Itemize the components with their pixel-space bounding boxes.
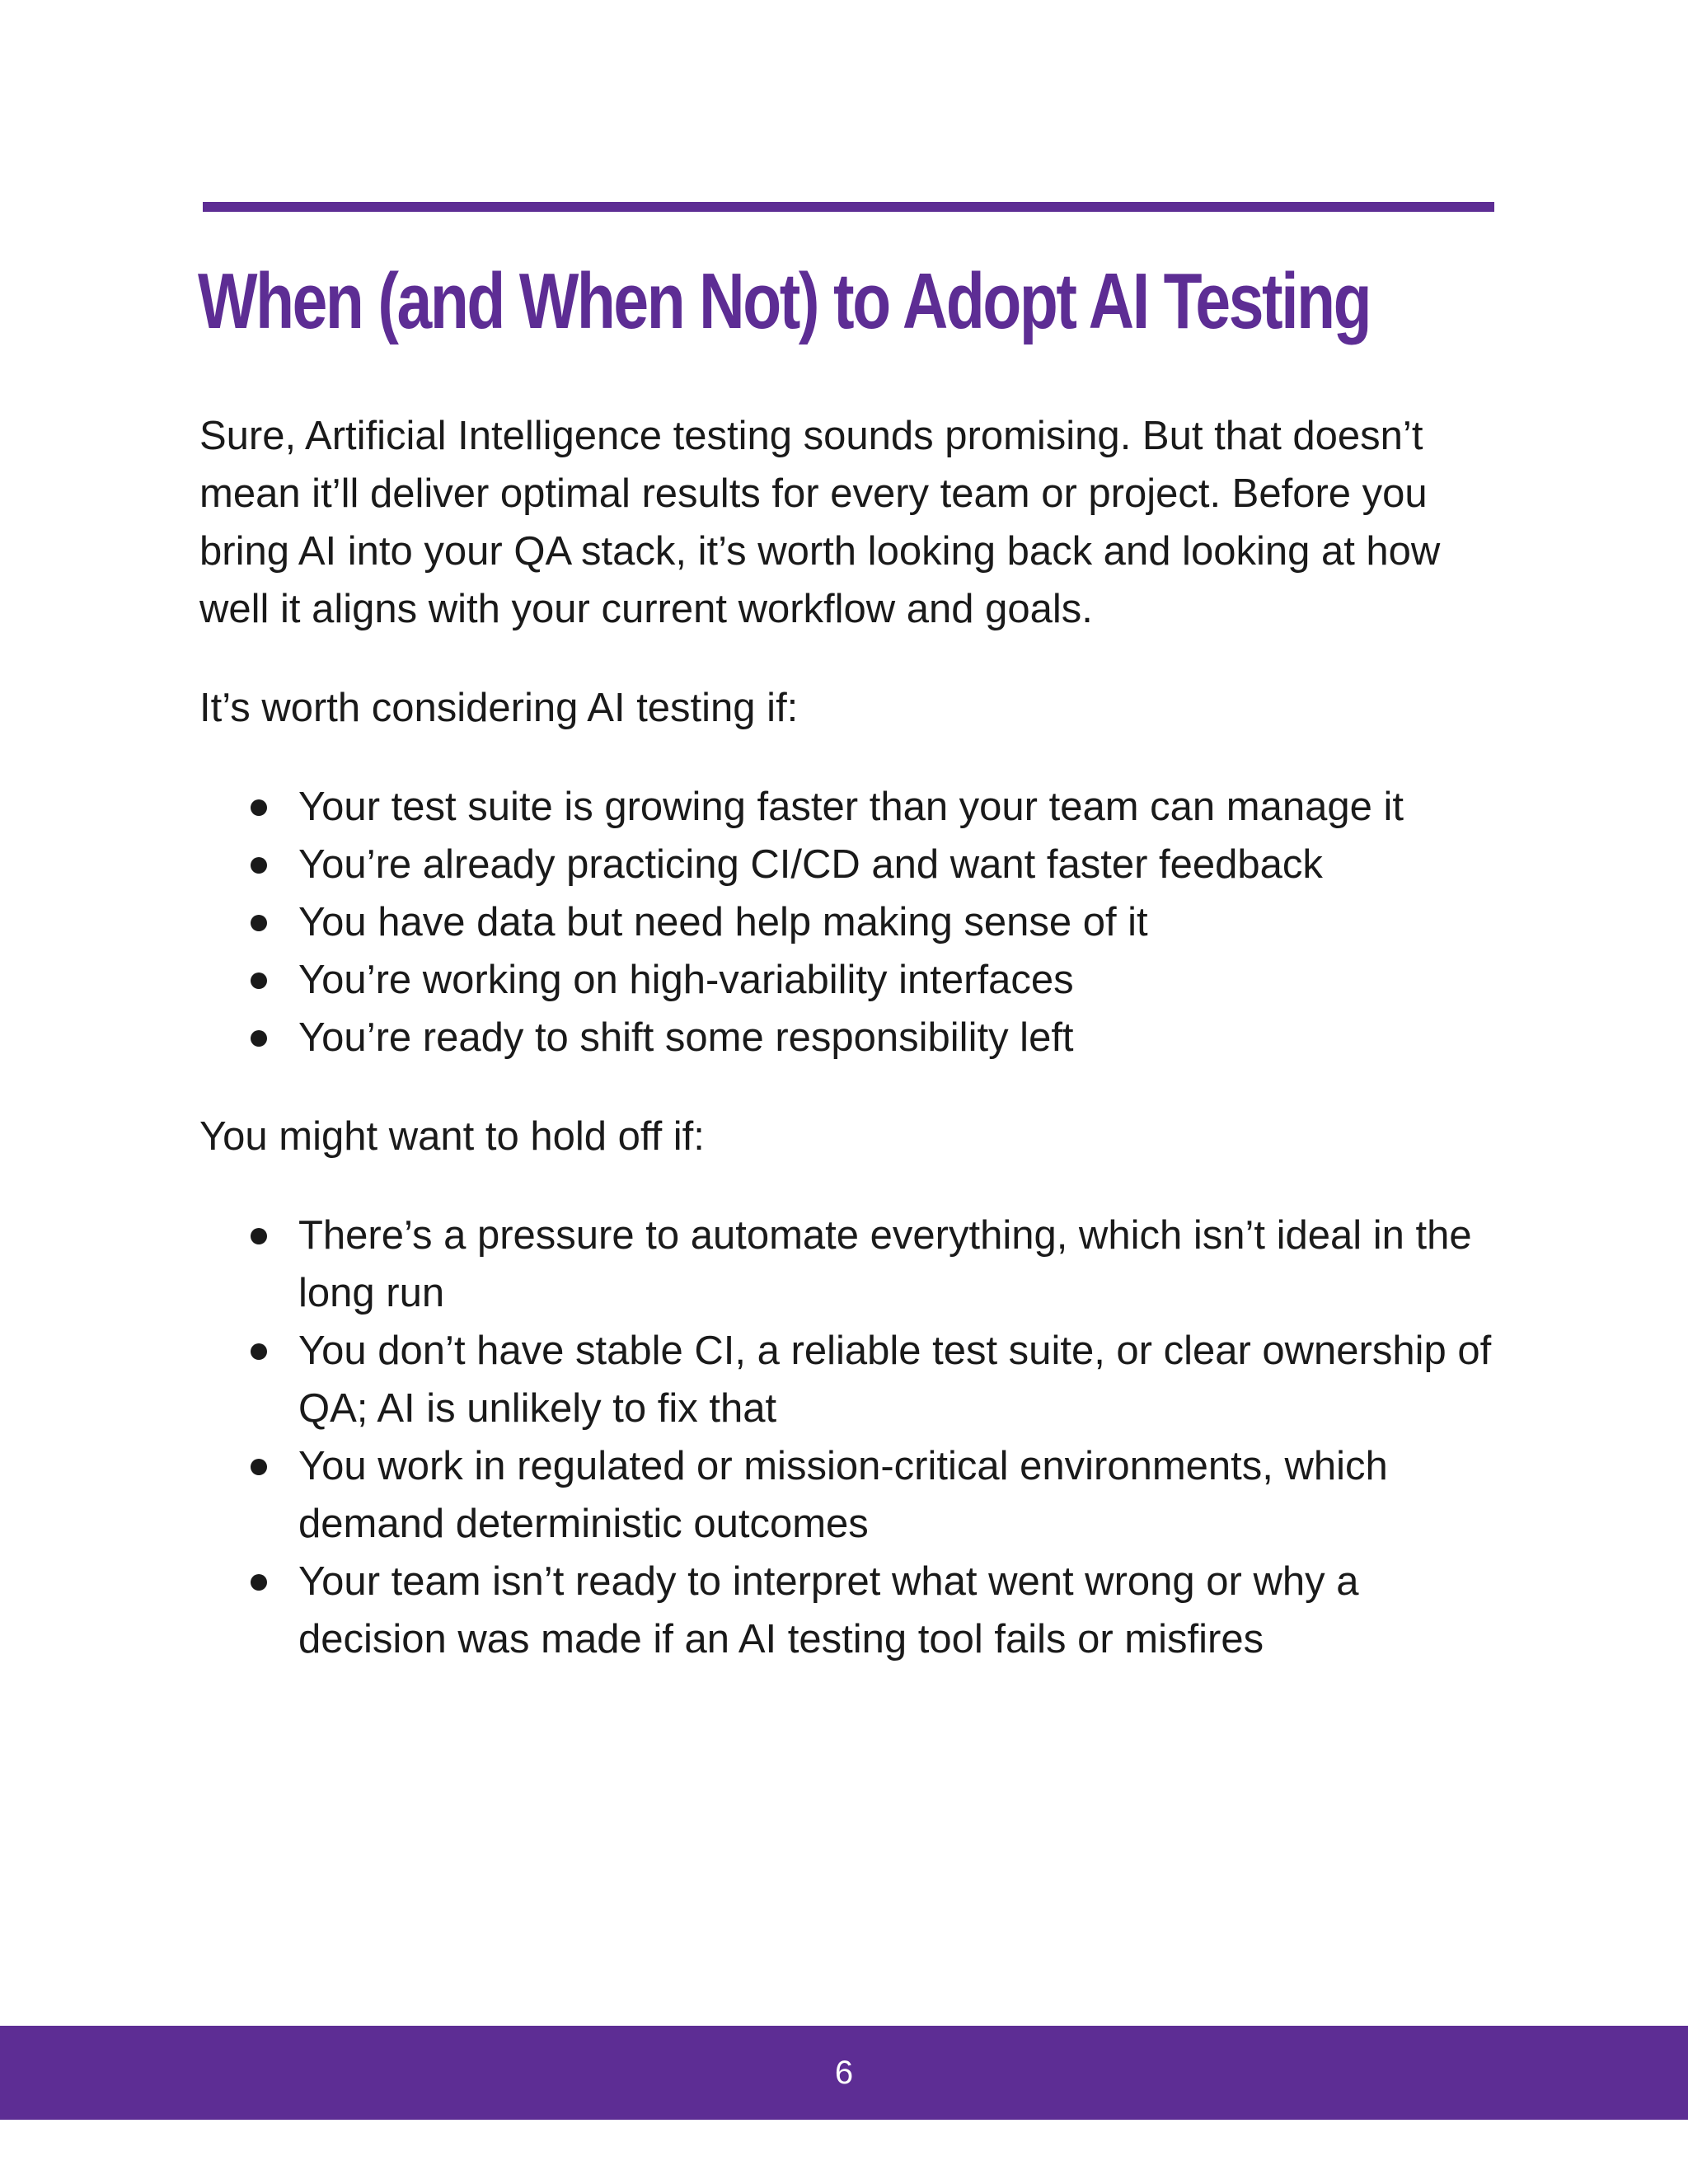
intro-paragraph: Sure, Artificial Intelligence testing sounds promising. But that doesn’t mean it’ll deliver optimal results for every team or project. Before you bring AI into your QA stack, it’s worth looking back and looking at how well it aligns with your current workflow and goals. — [199, 414, 1441, 631]
bullet-icon — [251, 1343, 267, 1360]
list-item-text: You’re working on high-variability interfaces — [298, 958, 1074, 1002]
list-item-text: You don’t have stable CI, a reliable test suite, or clear ownership of QA; AI is unlikely to fix that — [298, 1329, 1492, 1431]
list-item-text: You work in regulated or mission-critical environments, which demand deterministic outcomes — [298, 1444, 1388, 1546]
list-item — [298, 1437, 1502, 1553]
bullet-icon — [251, 1574, 267, 1591]
list-item-text: You’re already practicing CI/CD and want faster feedback — [298, 842, 1323, 887]
bullet-icon — [251, 857, 267, 874]
bullet-icon — [251, 1030, 267, 1047]
consider-lead: It’s worth considering AI testing if: — [199, 686, 799, 730]
bullet-icon — [251, 915, 267, 931]
page-footer — [0, 2026, 1688, 2120]
page-title: When (and When Not) to Adopt AI Testing — [198, 257, 1371, 345]
list-item-text: You have data but need help making sense of it — [298, 900, 1148, 944]
bullet-icon — [251, 972, 267, 989]
list-item — [298, 1207, 1502, 1322]
list-item — [298, 1553, 1502, 1668]
bullet-icon — [251, 799, 267, 816]
page-number: 6 — [834, 2055, 854, 2091]
list-item-text: You’re ready to shift some responsibility left — [298, 1015, 1074, 1060]
bullet-icon — [251, 1228, 267, 1244]
list-item-text: Your test suite is growing faster than your team can manage it — [298, 785, 1404, 829]
page-content — [199, 407, 1502, 1709]
list-item — [298, 836, 1502, 893]
list-item — [298, 951, 1502, 1009]
list-item — [298, 778, 1502, 836]
list-item-text: Your team isn’t ready to interpret what went wrong or why a decision was made if an AI testing tool fails or misfires — [298, 1559, 1359, 1661]
hold-off-lead: You might want to hold off if: — [199, 1114, 705, 1159]
list-item — [298, 893, 1502, 951]
list-item-text: There’s a pressure to automate everything, which isn’t ideal in the long run — [298, 1213, 1472, 1315]
bullet-icon — [251, 1459, 267, 1475]
list-item — [298, 1322, 1502, 1437]
list-item — [298, 1009, 1502, 1066]
hold-off-list — [199, 1207, 1502, 1668]
consider-list — [199, 778, 1502, 1066]
title-rule — [203, 202, 1494, 212]
